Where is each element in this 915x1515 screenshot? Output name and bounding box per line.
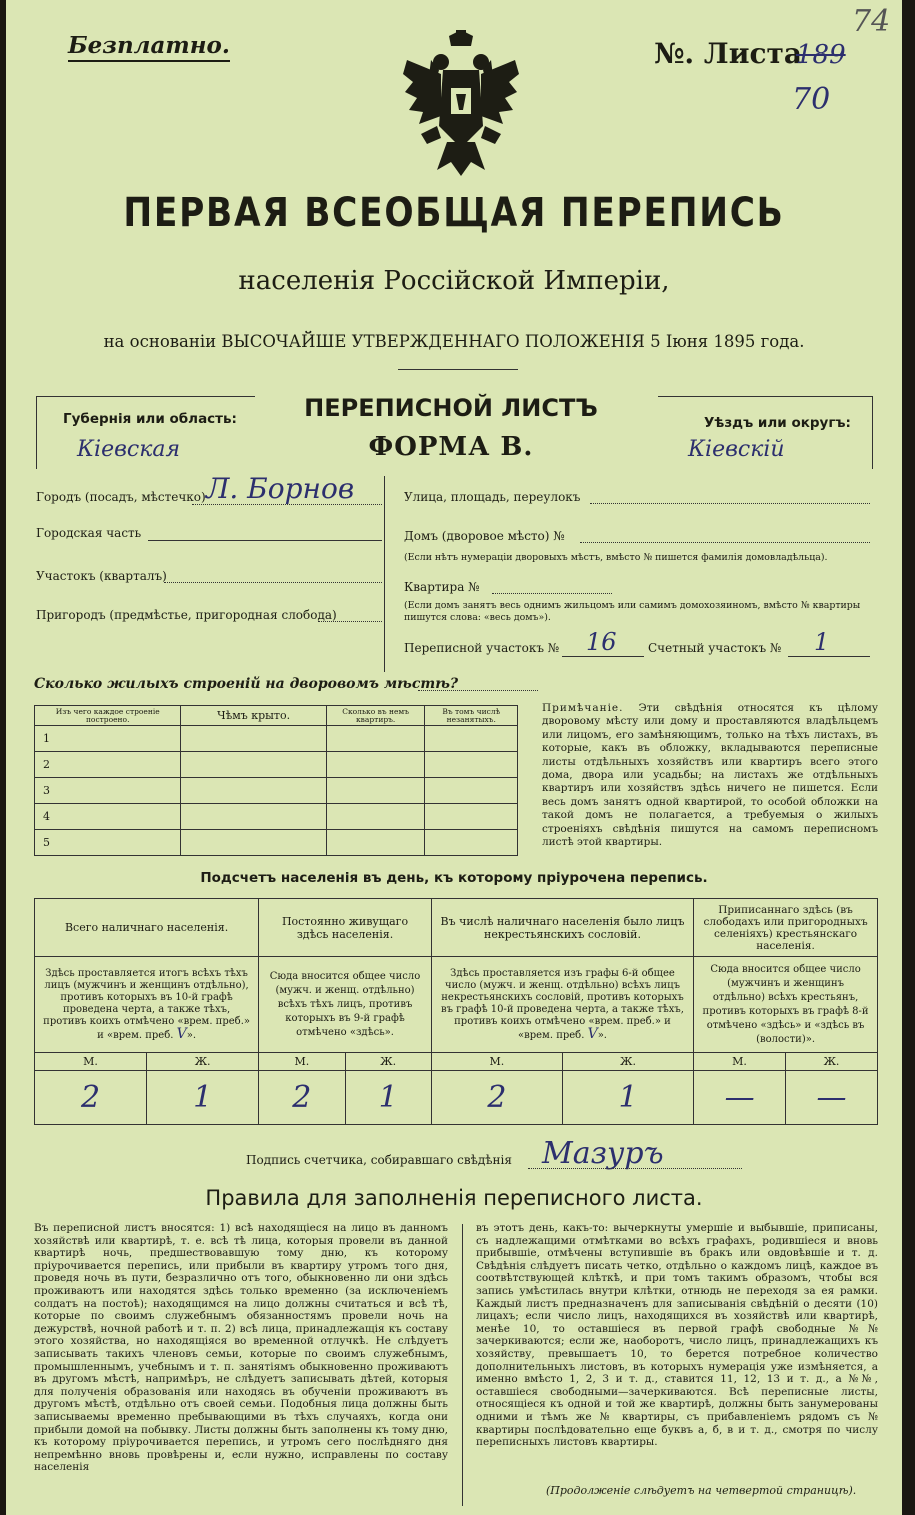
- note-title: Примѣчаніе.: [542, 702, 624, 714]
- signature-label: Подпись счетчика, собиравшаго свѣдѣнія: [246, 1153, 512, 1167]
- street-label: Улица, площадь, переулокъ: [404, 490, 581, 504]
- male-label: М.: [431, 1053, 562, 1071]
- census-basis: на основаніи ВЫСОЧАЙШЕ УТВЕРЖДЕННАГО ПОЛОЖЕНІЯ 5 Іюня 1895 года.: [103, 332, 805, 351]
- col-nonres-header: Въ томъ числѣ незанятыхъ.: [425, 706, 518, 726]
- form-title: ПЕРЕПИСНОЙ ЛИСТЪ: [304, 394, 598, 422]
- female-label: Ж.: [562, 1053, 693, 1071]
- check-mark: V: [176, 1025, 187, 1042]
- female-label: Ж.: [345, 1053, 431, 1071]
- census-area-value: 16: [586, 628, 617, 656]
- male-label: М.: [694, 1053, 786, 1071]
- street-line: [590, 503, 870, 504]
- census-subtitle: населенія Россійской Имперіи,: [238, 266, 670, 296]
- census-title: ПЕРВАЯ ВСЕОБЩАЯ ПЕРЕПИСЬ: [123, 190, 785, 236]
- district-label: Участокъ (кварталъ): [36, 569, 167, 583]
- building-row-number: 1: [35, 726, 181, 752]
- note-text: Эти свѣдѣнія относятся къ цѣлому дворовому мѣсту или дому и проставляются владѣльцемъ или лицомъ, его замѣняющимъ, только на тѣхъ листахъ, въ которые, какъ въ обложку, вкладываются переписные листы отдѣльныхъ хозяйствъ или квартиръ всего этого дома, двора или усадьбы; на листахъ же отдѣльныхъ квартиръ или хозяйствъ здѣсь ничего не пишется. Если весь домъ занятъ одной квартирой, то особой обложки на такой домъ не полагается, а требуемыя о жилыхъ строеніяхъ свѣдѣнія пишутся на самомъ переписномъ листѣ этой квартиры.: [542, 702, 878, 849]
- count-area-label: Счетный участокъ №: [648, 641, 782, 655]
- suburb-label: Пригородъ (предмѣстье, пригородная слобода): [36, 608, 337, 622]
- form-variant: ФОРМА В.: [368, 432, 534, 462]
- buildings-note: [542, 702, 878, 849]
- col-non-peasant-desc: Здѣсь проставляется изъ графы 6-й общее число (мужч. и женщ. отдѣльно) всѣхъ лицъ некрестьянскихъ сословій, противъ которыхъ въ графѣ 10-й проведена черта, а также тѣхъ, противъ коихъ отмѣчено «врем. преб.» и «врем. преб. V».: [431, 957, 693, 1053]
- county-box: [658, 396, 873, 469]
- rules-continuation: (Продолженіе слѣдуетъ на четвертой страницѣ).: [546, 1484, 857, 1497]
- permanent-female: 1: [345, 1071, 431, 1125]
- corner-archive-mark: 74: [852, 4, 891, 39]
- free-label: Безплатно.: [68, 32, 230, 62]
- county-label: Уѣздъ или округъ:: [704, 415, 851, 431]
- suburb-line: [318, 621, 382, 622]
- population-title: Подсчетъ населенія въ день, къ которому пріурочена перепись.: [200, 870, 708, 886]
- non-peasant-female: 1: [562, 1071, 693, 1125]
- double-headed-eagle-icon: [401, 30, 521, 180]
- house-line: [580, 542, 870, 543]
- rules-right-column: въ этотъ день, какъ-то: вычеркнуты умершіе и выбывшіе, приписаны, съ надлежащими отмѣтками во всѣхъ графахъ, родившіеся и вновь прибывшіе, отмѣчены вступившіе въ бракъ или овдовѣвшіе и т. д. Свѣдѣнія слѣдуетъ писать четко, отдѣльно о каждомъ лицѣ, каждое въ соотвѣтствующей клѣткѣ, и при томъ такимъ образомъ, чтобы вся запись умѣстилась внутри клѣтки, отнюдь не переходя за ея рамки. Каждый листъ предназначенъ для записыванія свѣдѣній о десяти (10) лицахъ; если число лицъ, находящихся въ хозяйствѣ или квартирѣ, менѣе 10, то оставшіеся въ первой графѣ свободные №№ зачеркиваются; если же, наоборотъ, число лицъ, принадлежащихъ къ хозяйству, превышаетъ 10, то берется потребное количество дополнительныхъ листовъ, въ которыхъ нумерація уже измѣняется, а именно вмѣсто 1, 2, 3 и т. д., ставится 11, 12, 13 и т. д., а №№, оставшіеся свободными—зачеркиваются. Всѣ переписные листы, относящіеся къ одной и той же квартирѣ, должны быть занумерованы одними и тѣмъ же № квартиры, съ прибавленіемъ рядомъ съ № квартиры послѣдовательно еще буквъ а, б, в и т. д., смотря по числу переписныхъ листовъ квартиры.: [476, 1222, 878, 1449]
- rules-title: Правила для заполненія переписного листа.: [205, 1186, 703, 1210]
- building-row-number: 2: [35, 752, 181, 778]
- city-line: [192, 504, 382, 505]
- flat-label: Квартира №: [404, 580, 480, 594]
- census-area-label: Переписной участокъ №: [404, 641, 560, 655]
- census-area-line: [562, 656, 644, 657]
- title-divider: [398, 369, 518, 370]
- sheet-number-value: 70: [792, 82, 831, 117]
- rules-left-column: Въ переписной листъ вносятся: 1) всѣ находящіеся на лицо въ данномъ хозяйствѣ или квартирѣ, т. е. всѣ тѣ лица, которыя провели въ данной квартирѣ ночь, предшествовавшую тому дню, къ которому пріурочивается перепись, или прибыли въ квартиру утромъ того дня, проведя ночь въ пути, безразлично отъ того, обыкновенно ли они здѣсь проживаютъ или находятся здѣсь только временно (за исключеніемъ солдатъ на постоѣ); находящимся на лицо должны считаться и всѣ тѣ, которые по своимъ служебнымъ обязанностямъ провели ночь на дежурствѣ, ночной работѣ и т. п. 2) всѣ лица, принадлежащія къ составу этого хозяйства, но находящіяся во временной отлучкѣ. Не слѣдуетъ записывать такихъ членовъ семьи, которые по своимъ служебнымъ, промышленнымъ, учебнымъ и т. п. занятіямъ обыкновенно проживаютъ въ другомъ мѣстѣ, напримѣръ, не слѣдуетъ записывать дѣтей, которыя для полученія образованія или находясь въ обученіи проживаютъ въ другомъ мѣстѣ, отдѣльно отъ своей семьи. Подобныя лица должны быть записываемы временно пребывающими въ тѣхъ случаяхъ, когда они прибыли домой на побывку. Листы должны быть заполнены къ тому дню, къ которому пріурочивается перепись, и утромъ сего послѣдняго дня непремѣнно вновь провѣрены и, если нужно, исправлены по составу населенія: [34, 1222, 448, 1474]
- female-label: Ж.: [786, 1053, 878, 1071]
- male-label: М.: [259, 1053, 345, 1071]
- signature-line: [528, 1168, 742, 1169]
- permanent-male: 2: [259, 1071, 345, 1125]
- male-label: М.: [35, 1053, 147, 1071]
- col-flats-header: Сколько въ немъ квартиръ.: [326, 706, 425, 726]
- col-total-present-head: Всего наличнаго населенія.: [35, 899, 259, 957]
- flat-note: (Если домъ занятъ весь однимъ жильцомъ или самимъ домохозяиномъ, вмѣсто № квартиры пишутся слова: «весь домъ»).: [404, 600, 861, 623]
- col-roof-header: Чѣмъ крыто.: [181, 706, 326, 726]
- count-area-value: 1: [814, 628, 830, 656]
- col-registered-peasant-desc: Сюда вносится общее число (мужчинъ и женщинъ отдѣльно) всѣхъ крестьянъ, противъ которыхъ въ графѣ 8-й отмѣчено «здѣсь» и «здѣсь въ (волости)».: [694, 957, 878, 1053]
- count-area-line: [788, 656, 870, 657]
- city-part-line: [148, 540, 382, 541]
- check-mark: V: [587, 1025, 598, 1042]
- non-peasant-male: 2: [431, 1071, 562, 1125]
- building-row-number: 5: [35, 830, 181, 856]
- female-label: Ж.: [147, 1053, 259, 1071]
- city-value: Л. Борнов: [206, 472, 355, 505]
- sheet-number-struck: 189: [796, 40, 846, 70]
- province-box: [36, 396, 255, 469]
- col-non-peasant-head: Въ числѣ наличнаго населенія было лицъ некрестьянскихъ сословій.: [431, 899, 693, 957]
- registered-peasant-female: —: [786, 1071, 878, 1125]
- city-label: Городъ (посадъ, мѣстечко): [36, 490, 206, 504]
- address-vertical-divider: [384, 476, 385, 672]
- buildings-question: Сколько жилыхъ строеній на дворовомъ мѣстѣ?: [34, 676, 459, 692]
- population-table: [34, 898, 878, 1125]
- col-total-present-desc: Здѣсь проставляется итогъ всѣхъ тѣхъ лицъ (мужчинъ и женщинъ отдѣльно), противъ которыхъ въ 10-й графѣ проведена черта, а также тѣхъ, противъ коихъ отмѣчено «врем. преб.» и «врем. преб. V».: [35, 957, 259, 1053]
- house-note: (Если нѣтъ нумераціи дворовыхъ мѣстъ, вмѣсто № пишется фамилія домовладѣльца).: [404, 552, 828, 563]
- county-value: Кіевскій: [688, 437, 785, 462]
- col-permanent-desc: Сюда вносится общее число (мужч. и женщ. отдѣльно) всѣхъ тѣхъ лицъ, противъ которыхъ въ 9-й графѣ отмѣчено «здѣсь».: [259, 957, 432, 1053]
- building-row-number: 3: [35, 778, 181, 804]
- registered-peasant-male: —: [694, 1071, 786, 1125]
- census-sheet-page: [6, 0, 902, 1515]
- buildings-table: [34, 705, 518, 856]
- total-present-female: 1: [147, 1071, 259, 1125]
- total-present-male: 2: [35, 1071, 147, 1125]
- sheet-number-label: №. Листа: [654, 37, 802, 70]
- province-value: Кіевская: [77, 437, 181, 462]
- district-line: [164, 582, 382, 583]
- col-permanent-head: Постоянно живущаго здѣсь населенія.: [259, 899, 432, 957]
- buildings-question-line: [418, 690, 538, 691]
- enumerator-signature: Мазуръ: [542, 1136, 664, 1171]
- rules-column-divider: [462, 1224, 463, 1506]
- col-registered-peasant-head: Приписаннаго здѣсь (въ слободахъ или пригородныхъ селеніяхъ) крестьянскаго населенія.: [694, 899, 878, 957]
- flat-line: [492, 593, 612, 594]
- province-label: Губернія или область:: [63, 411, 237, 427]
- building-row-number: 4: [35, 804, 181, 830]
- city-part-label: Городская часть: [36, 526, 142, 540]
- col-material-header: Изъ чего каждое строеніе построено.: [35, 706, 181, 726]
- house-label: Домъ (дворовое мѣсто) №: [404, 529, 565, 543]
